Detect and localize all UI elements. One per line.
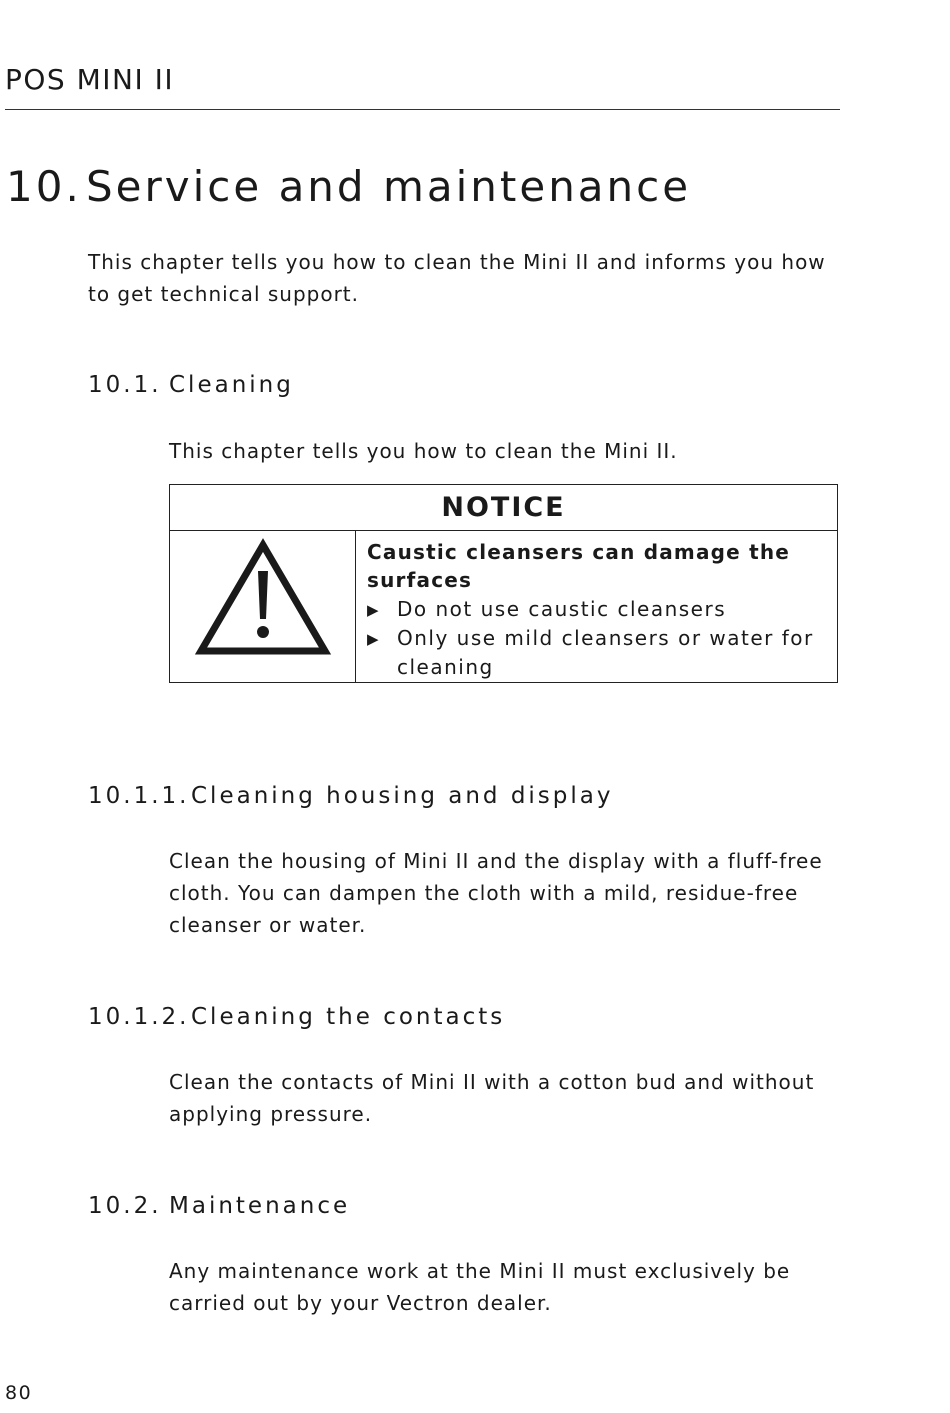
header-divider [5, 109, 840, 110]
page-number: 80 [5, 1382, 33, 1404]
section-heading-maintenance [88, 1195, 350, 1218]
running-header: POS MINI II [5, 63, 175, 96]
notice-box [169, 484, 838, 683]
section-heading-cleaning [88, 374, 294, 397]
bullet-arrow-icon: ▶ [367, 601, 381, 619]
notice-item-text: cleaning [397, 655, 494, 679]
notice-heading-line: Caustic cleansers can damage the [367, 540, 791, 564]
notice-item [367, 595, 726, 624]
body-line: Clean the housing of Mini II and the display with a fluff-free [169, 849, 823, 873]
section-number: 10.1.1. [88, 783, 190, 809]
notice-item-text: Only use mild cleansers or water for [397, 626, 814, 650]
notice-title: NOTICE [170, 485, 837, 531]
body-line: cloth. You can dampen the cloth with a mild, residue-free [169, 881, 799, 905]
notice-item [367, 624, 814, 681]
section-heading-contacts [88, 1006, 505, 1029]
section-housing-body [169, 845, 823, 941]
notice-icon-cell [170, 531, 356, 682]
section-title: Cleaning [169, 372, 294, 398]
bullet-arrow-icon: ▶ [367, 630, 381, 648]
section-maintenance-body [169, 1255, 790, 1319]
body-line: applying pressure. [169, 1102, 373, 1126]
section-cleaning-intro: This chapter tells you how to clean the Mini II. [169, 439, 678, 463]
section-number: 10.1.2. [88, 1004, 190, 1030]
section-title: Cleaning the contacts [191, 1004, 506, 1030]
section-title: Cleaning housing and display [191, 783, 614, 809]
section-number: 10.2. [88, 1193, 162, 1219]
section-title: Maintenance [169, 1193, 351, 1219]
body-line: Any maintenance work at the Mini II must exclusively be [169, 1259, 791, 1283]
section-heading-housing [88, 785, 614, 808]
chapter-title-text: Service and maintenance [86, 162, 692, 211]
chapter-intro-line: to get technical support. [88, 282, 359, 306]
notice-item-text: Do not use caustic cleansers [397, 597, 727, 621]
section-number: 10.1. [88, 372, 162, 398]
chapter-title [6, 162, 692, 211]
notice-heading-line: surfaces [367, 568, 473, 592]
warning-triangle-icon [170, 531, 356, 682]
chapter-number: 10. [6, 162, 82, 211]
chapter-intro [88, 246, 826, 310]
body-line: Clean the contacts of Mini II with a cotton bud and without [169, 1070, 815, 1094]
section-contacts-body [169, 1066, 814, 1130]
notice-heading [367, 538, 790, 594]
chapter-intro-line: This chapter tells you how to clean the Mini II and informs you how [88, 250, 826, 274]
body-line: carried out by your Vectron dealer. [169, 1291, 552, 1315]
body-line: cleanser or water. [169, 913, 367, 937]
